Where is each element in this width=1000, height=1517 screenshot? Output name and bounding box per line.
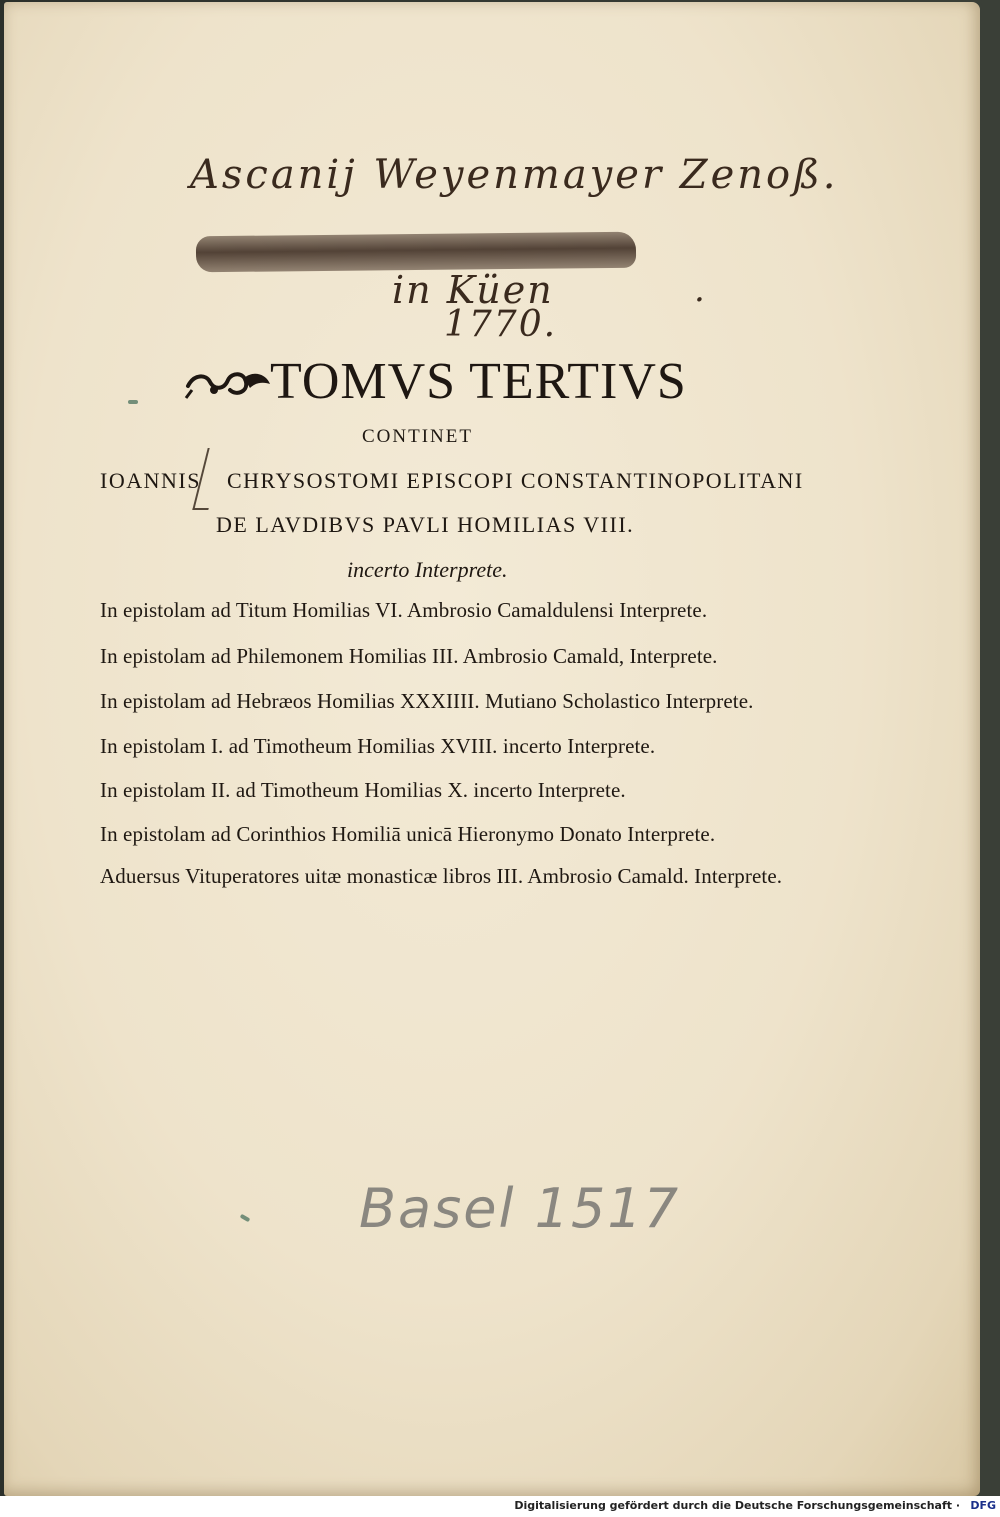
title-row [184, 352, 744, 412]
paper-speck [240, 1214, 251, 1222]
paper-speck [128, 400, 138, 404]
struck-out-inscription [196, 232, 636, 273]
book-page [4, 2, 980, 1496]
inscription-year: 1770. [444, 304, 558, 345]
dfg-logo-icon: DFG [970, 1499, 996, 1512]
pencil-shelf-note: Basel 1517 [359, 1177, 681, 1240]
contents-item: In epistolam ad Titum Homilias VI. Ambrosio Camaldulensi Interprete. [100, 598, 708, 622]
inscription-place: in Küen [392, 268, 554, 312]
contents-item: In epistolam I. ad Timotheum Homilias XVIII. incerto Interprete. [100, 734, 656, 758]
digitization-footer [0, 1496, 1000, 1517]
contents-item: Aduersus Vituperatores uitæ monasticæ libros III. Ambrosio Camald. Interprete. [100, 864, 783, 888]
author-titles: CHRYSOSTOMI EPISCOPI CONSTANTINOPOLITANI [226, 468, 804, 493]
contents-item: In epistolam ad Hebræos Homilias XXXIIII. Mutiano Scholastico Interprete. [100, 689, 754, 713]
contents-item: In epistolam ad Corinthios Homiliā unicā Hieronymo Donato Interprete. [100, 822, 716, 846]
footer-credit: Digitalisierung gefördert durch die Deutsche Forschungsgemeinschaft · [514, 1499, 960, 1512]
subtitle: DE LAVDIBVS PAVLI HOMILIAS VIII. [216, 512, 635, 537]
fleuron-icon [184, 360, 274, 404]
inscription-dot: . [694, 270, 705, 310]
author-line [100, 468, 804, 494]
contents-item: In epistolam II. ad Timotheum Homilias X. incerto Interprete. [100, 778, 626, 802]
contents-item: In epistolam ad Philemonem Homilias III. Ambrosio Camald, Interprete. [100, 644, 718, 668]
author-first-name: IOANNIS [100, 468, 201, 493]
page-title: TOMVS TERTIVS [270, 353, 687, 410]
continet-label: CONTINET [362, 426, 473, 447]
ownership-inscription: Ascanij Weyenmayer Zenoß. [190, 152, 839, 198]
subtitle-interpreter: incerto Interprete. [347, 557, 508, 582]
